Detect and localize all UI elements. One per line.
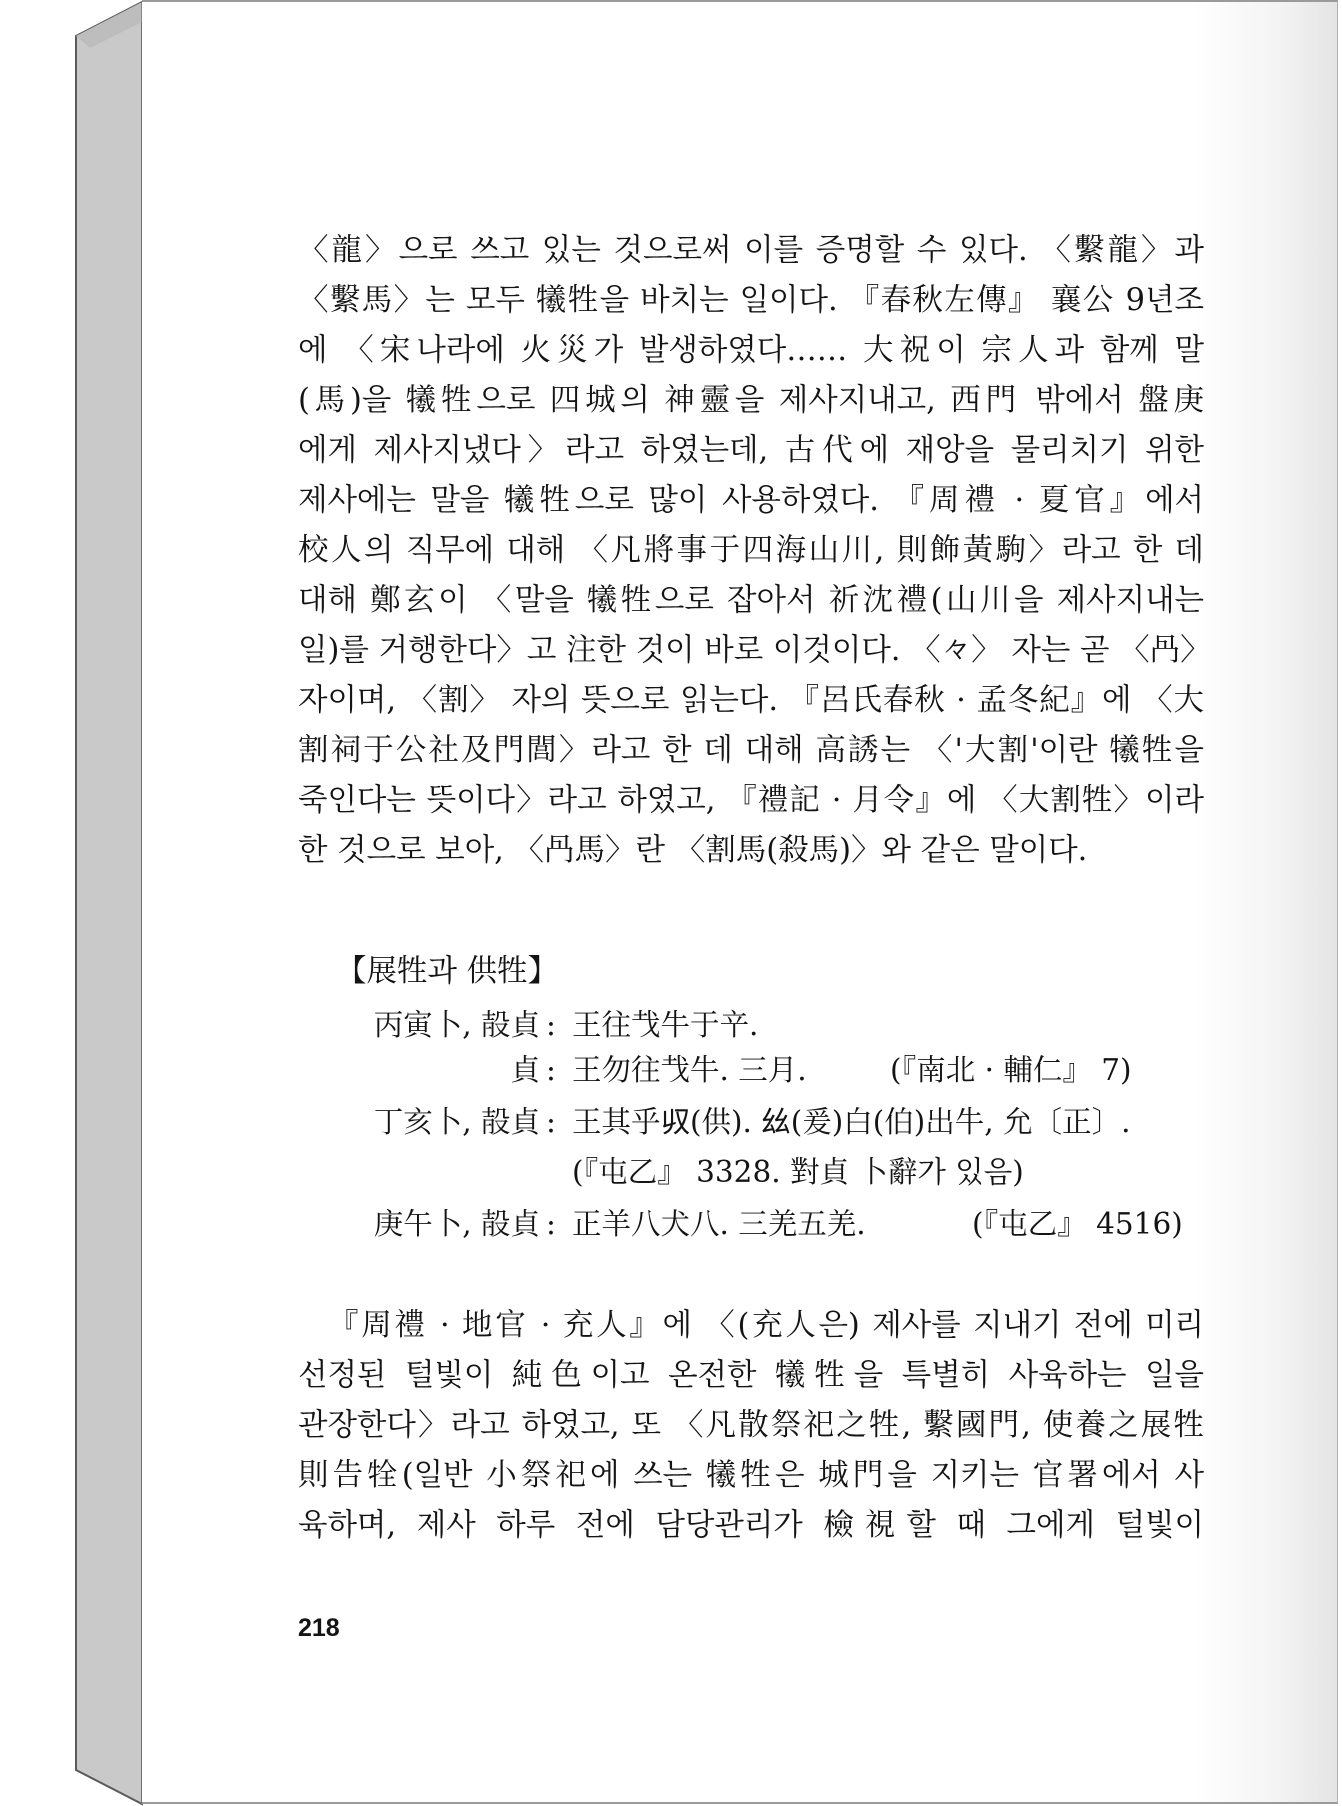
text-line: 선정된 털빛이 純色이고 온전한 犧牲을 특별히 사육하는 일을 (298, 1358, 1204, 1393)
oracle-label: 庚午卜, 㱿貞 (373, 1207, 540, 1241)
oracle-label: 丙寅卜, 㱿貞 (373, 1008, 540, 1042)
text-line: 『周禮 · 地官 · 充人』에 〈(充人은) 제사를 지내기 전에 미리 (328, 1308, 1204, 1343)
oracle-text: 王其乎𠬞(供). 𢆶(爰)白(伯)出牛, 允〔正〕. (572, 1105, 1131, 1139)
text-line: 제사에는 말을 犧牲으로 많이 사용하였다. 『周禮 · 夏官』에서 (298, 483, 1204, 518)
text-line: (馬)을 犧牲으로 四城의 神靈을 제사지내고, 西門 밖에서 盤庚 (298, 383, 1204, 418)
section-heading: 【展牲과 供牲】 (336, 954, 559, 989)
text-line: 일)를 거행한다〉고 注한 것이 바로 이것이다. 〈𠚤〉 자는 곧 〈冎〉 (298, 633, 1211, 668)
text-line: 〈龍〉으로 쓰고 있는 것으로써 이를 증명할 수 있다. 〈繫龍〉과 (298, 233, 1204, 268)
text-line: 한 것으로 보아, 〈冎馬〉란 〈割馬(殺馬)〉와 같은 말이다. (298, 833, 1088, 868)
oracle-label: 丁亥卜, 㱿貞 (373, 1105, 540, 1139)
book-spine (0, 0, 150, 1806)
text-line: 校人의 직무에 대해 〈凡將事于四海山川, 則飾黃駒〉라고 한 데 (298, 533, 1204, 568)
text-line: 에게 제사지냈다〉라고 하였는데, 古代에 재앙을 물리치기 위한 (298, 433, 1204, 468)
oracle-text: 王往𢦏牛于䇂. (572, 1008, 759, 1042)
text-line: 〈繫馬〉는 모두 犧牲을 바치는 일이다. 『春秋左傳』 襄公 9년조 (298, 283, 1204, 318)
text-line: 죽인다는 뜻이다〉라고 하였고, 『禮記 · 月令』에 〈大割牲〉이라 (298, 783, 1204, 818)
text-line: 자이며, 〈割〉 자의 뜻으로 읽는다. 『呂氏春秋 · 孟冬紀』에 〈大 (298, 683, 1204, 718)
oracle-text: (『屯乙』 3328. 對貞 卜辭가 있음) (572, 1155, 1024, 1189)
text-line: 則告牷(일반 小祭祀에 쓰는 犧牲은 城門을 지키는 官署에서 사 (298, 1458, 1204, 1493)
oracle-separator: : (546, 1105, 556, 1139)
text-line: 육하며, 제사 하루 전에 담당관리가 檢視할 때 그에게 털빛이 (298, 1508, 1204, 1543)
oracle-separator: : (546, 1053, 556, 1087)
paragraph-2 (298, 1301, 1204, 1551)
text-line: 대해 鄭玄이 〈말을 犧牲으로 잡아서 祈沈禮(山川을 제사지내는 (298, 583, 1204, 618)
text-line: 관장한다〉라고 하였고, 또 〈凡散祭祀之牲, 繫國門, 使養之展牲 (298, 1408, 1204, 1443)
oracle-label: 貞 (510, 1053, 540, 1087)
text-line: 割祠于公社及門閭〉라고 한 데 대해 高誘는 〈'大割'이란 犧牲을 (298, 733, 1204, 768)
text-line: 에 〈宋나라에 火災가 발생하였다…… 大祝이 宗人과 함께 말 (298, 333, 1204, 368)
oracle-citation: (『屯乙』 4516) (972, 1207, 1183, 1241)
oracle-text: 正羊八犬八. 三羌五羌. (572, 1207, 866, 1241)
oracle-separator: : (546, 1008, 556, 1042)
oracle-text: 王勿往𢦏牛. 三月. (572, 1053, 807, 1087)
paragraph-1 (298, 226, 1211, 876)
oracle-separator: : (546, 1207, 556, 1241)
page-number: 218 (298, 1614, 340, 1642)
oracle-citation: (『南北 · 輔仁』 7) (890, 1053, 1132, 1087)
